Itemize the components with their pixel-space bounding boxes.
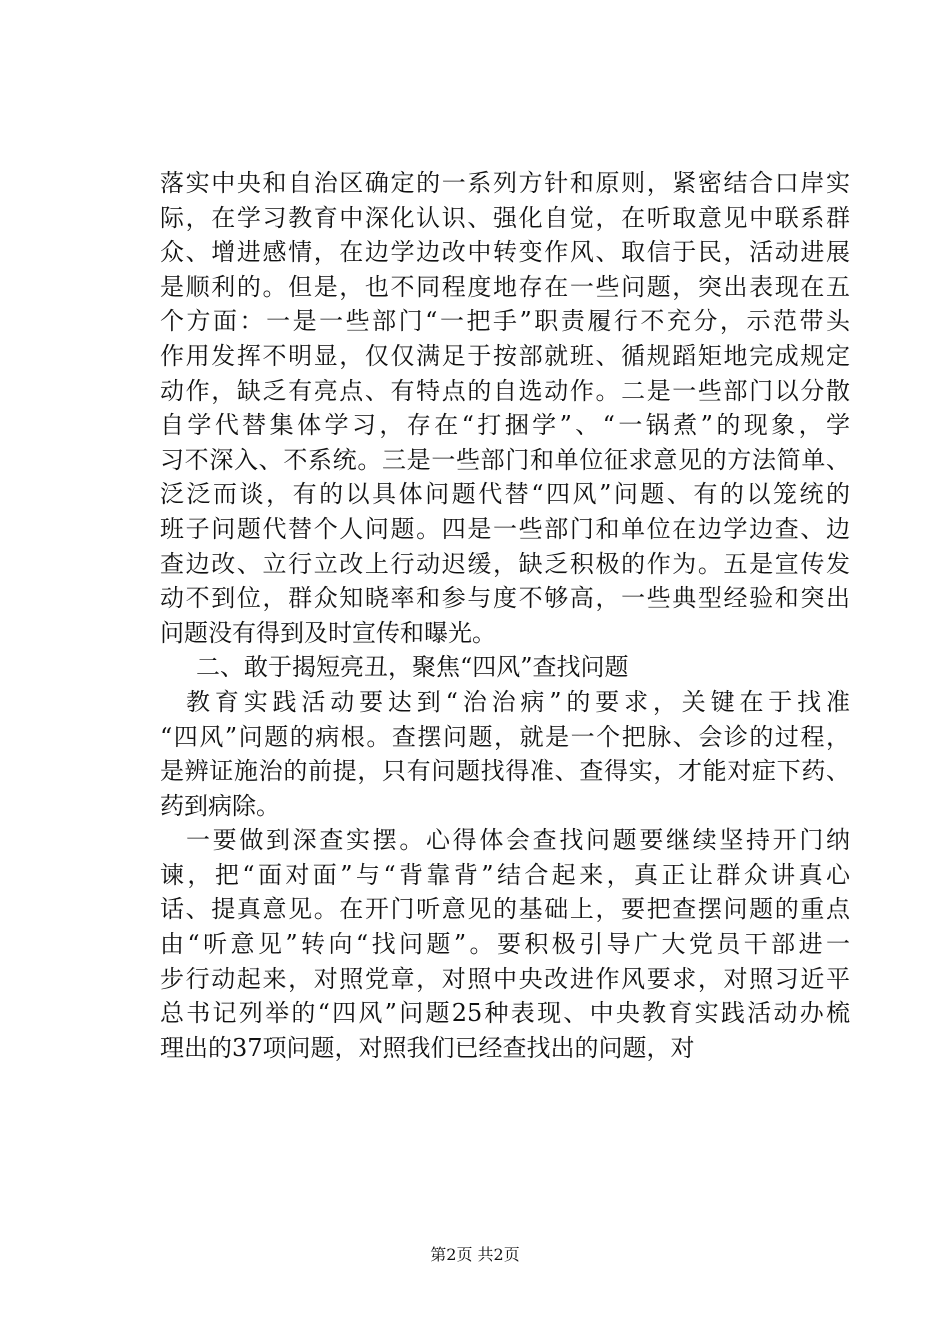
text-line: 一要做到深查实摆。心得体会查找问题要继续坚持开门纳	[186, 826, 850, 855]
text-line: 众、增进感情，在边学边改中转变作风、取信于民，活动进展	[160, 238, 850, 267]
text-line: 由“听意见”转向“找问题”。要积极引导广大党员干部进一	[160, 930, 850, 959]
text-line: 班子问题代替个人问题。四是一些部门和单位在边学边查、边	[160, 514, 850, 543]
text-line: 动作，缺乏有亮点、有特点的自选动作。二是一些部门以分散	[160, 376, 850, 405]
section-heading: 二、敢于揭短亮丑，聚焦“四风”查找问题	[196, 653, 629, 682]
document-body	[160, 166, 850, 1065]
text-line: 作用发挥不明显，仅仅满足于按部就班、循规蹈矩地完成规定	[160, 341, 850, 370]
text-line: 落实中央和自治区确定的一系列方针和原则，紧密结合口岸实	[160, 169, 850, 197]
text-line: 谏，把“面对面”与“背靠背”结合起来，真正让群众讲真心	[160, 860, 850, 889]
text-line: 药到病除。	[160, 791, 280, 820]
text-line: 教育实践活动要达到“治治病”的要求，关键在于找准	[186, 687, 850, 716]
text-line: 是辨证施治的前提，只有问题找得准、查得实，才能对症下药、	[160, 757, 850, 786]
text-line: 理出的37项问题，对照我们已经查找出的问题，对	[160, 1033, 695, 1062]
text-line: 问题没有得到及时宣传和曝光。	[160, 618, 496, 647]
text-line: 总书记列举的“四风”问题25种表现、中央教育实践活动办梳	[160, 999, 850, 1028]
text-line: 步行动起来，对照党章，对照中央改进作风要求，对照习近平	[160, 964, 850, 993]
text-line: 习不深入、不系统。三是一些部门和单位征求意见的方法简单、	[160, 445, 850, 474]
page-footer	[0, 1245, 950, 1265]
text-line: “四风”问题的病根。查摆问题，就是一个把脉、会诊的过程，	[160, 722, 850, 751]
text-line: 自学代替集体学习，存在“打捆学”、“一锅煮”的现象，学	[160, 411, 850, 440]
text-line: 话、提真意见。在开门听意见的基础上，要把查摆问题的重点	[160, 895, 850, 924]
page-indicator: 第2页 共2页	[430, 1245, 520, 1264]
text-line: 泛泛而谈，有的以具体问题代替“四风”问题、有的以笼统的	[160, 480, 850, 509]
text-line: 动不到位，群众知晓率和参与度不够高，一些典型经验和突出	[160, 584, 850, 613]
text-line: 际，在学习教育中深化认识、强化自觉，在听取意见中联系群	[160, 203, 850, 232]
text-line: 个方面：一是一些部门“一把手”职责履行不充分，示范带头	[160, 307, 850, 336]
text-line: 是顺利的。但是，也不同程度地存在一些问题，突出表现在五	[160, 272, 850, 301]
text-line: 查边改、立行立改上行动迟缓，缺乏积极的作为。五是宣传发	[160, 549, 850, 578]
